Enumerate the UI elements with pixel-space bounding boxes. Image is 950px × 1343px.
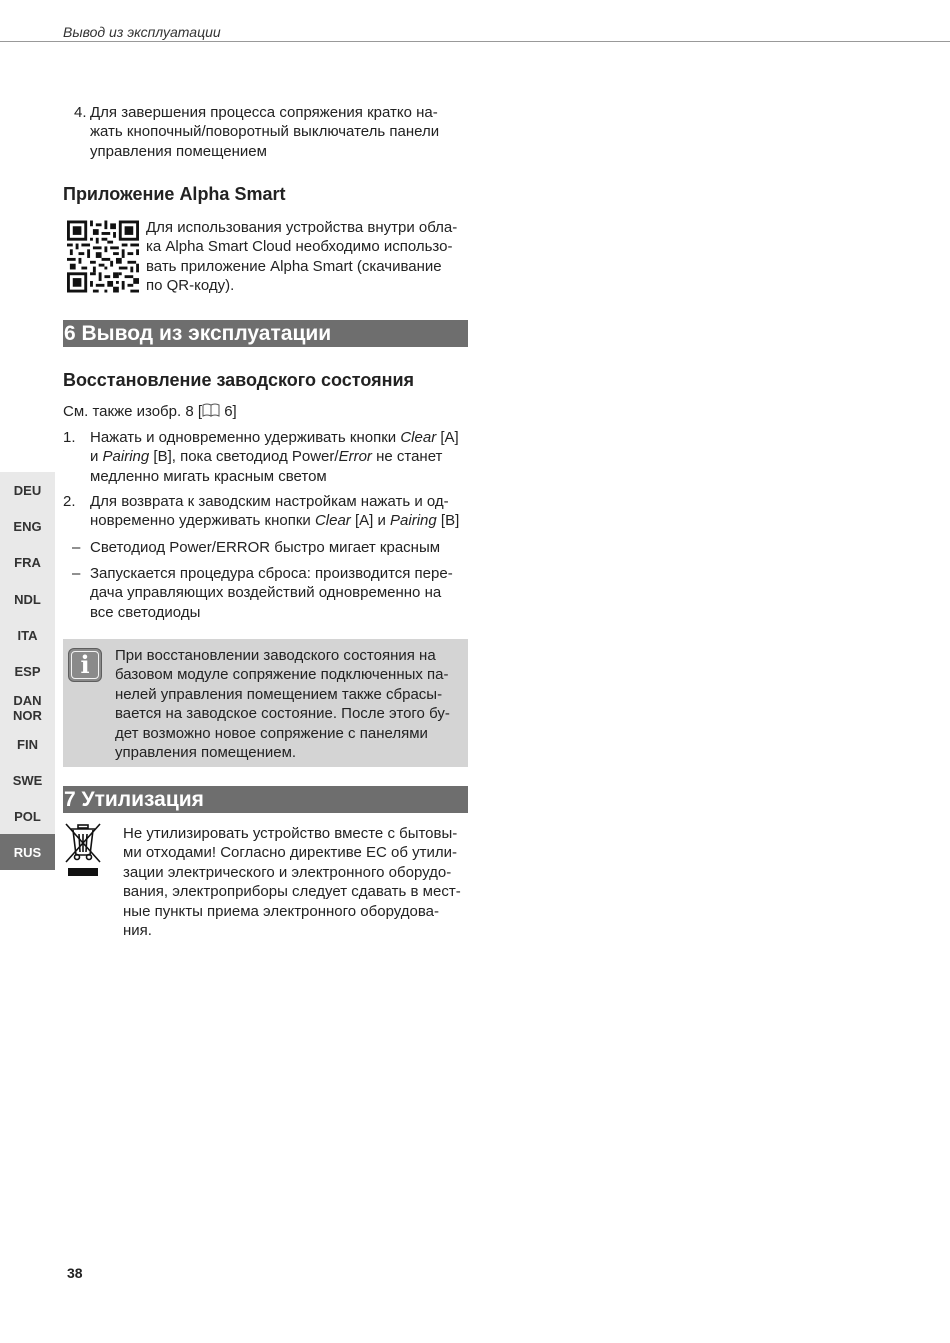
button-name-pairing: Pairing <box>102 448 150 466</box>
language-tab-deu[interactable]: DEU <box>13 483 42 498</box>
book-icon <box>202 403 220 417</box>
reset-step-2-line-1: Для возврата к заводским настройкам нажать и од- <box>90 493 449 510</box>
result-line: дача управляющих воздействий одновременно на <box>90 584 442 602</box>
text-run: Нажать и одновременно удерживать кнопки <box>90 429 401 446</box>
reset-step-2-line-2 <box>90 511 459 530</box>
language-tab-eng[interactable]: ENG <box>13 519 42 534</box>
text-run: [A] <box>436 429 459 446</box>
disposal-line: Не утилизировать устройство вместе с бытовы- <box>123 825 458 842</box>
factory-reset-heading: Восстановление заводского состояния <box>63 370 415 390</box>
reset-step-1-number: 1. <box>63 429 76 446</box>
section-6-title: 6 Вывод из эксплуатации <box>63 320 468 347</box>
language-tab-fin[interactable]: FIN <box>17 737 38 752</box>
disposal-line: ния. <box>123 922 152 940</box>
header-divider <box>0 41 950 42</box>
language-tab-esp[interactable]: ESP <box>14 664 41 679</box>
reset-step-1 <box>63 428 468 488</box>
app-description <box>146 218 457 296</box>
info-icon-letter: i <box>80 650 90 679</box>
result-dash: – <box>72 539 81 556</box>
step-4-line-2: жать кнопочный/поворотный выключатель панели <box>90 123 440 141</box>
disposal-line: ми отходами! Согласно директиве ЕС об утили- <box>123 844 457 862</box>
language-tab-rus[interactable]: RUS <box>13 845 42 860</box>
disposal-text <box>123 824 461 940</box>
language-label-dan: DAN <box>13 693 42 708</box>
result-dash: – <box>72 565 81 582</box>
language-tab-fra[interactable]: FRA <box>14 555 41 570</box>
step-4 <box>63 103 468 163</box>
app-description-line: Для использования устройства внутри обла- <box>146 219 458 236</box>
reset-step-2-number: 2. <box>63 493 76 510</box>
language-tab-dan-nor[interactable] <box>0 693 55 723</box>
disposal-line: ные пункты приема электронного оборудова- <box>123 902 439 920</box>
text-run: [B], пока светодиод Power/ <box>149 448 339 466</box>
info-note-line: базовом модуле сопряжение подключенных па- <box>115 666 449 684</box>
info-note-line: нелей управления помещением также сбрасы- <box>115 685 443 703</box>
result-item <box>63 538 468 558</box>
info-note-text <box>115 646 450 762</box>
app-description-line: ка Alpha Smart Cloud необходимо использо- <box>146 238 453 256</box>
info-note <box>63 639 468 767</box>
text-run: новременно удерживать кнопки <box>90 512 315 530</box>
result-line: Запускается процедура сброса: производится пере- <box>90 565 453 582</box>
text-run: [A] и <box>350 512 391 530</box>
info-note-line: дет возможно новое сопряжение с панелями <box>115 724 428 742</box>
text-run: и <box>90 448 103 466</box>
step-4-line-3: управления помещением <box>90 142 267 160</box>
info-note-line: управления помещением. <box>115 744 297 762</box>
language-label-nor: NOR <box>13 708 42 723</box>
qr-code-icon <box>67 220 139 293</box>
see-also-prefix: См. также изобр. 8 [ <box>63 403 203 420</box>
app-description-line: вать приложение Alpha Smart (скачивание <box>146 257 442 275</box>
info-note-line: При восстановлении заводского состояния на <box>115 647 436 664</box>
app-section-heading: Приложение Alpha Smart <box>63 184 286 204</box>
step-4-number: 4. <box>74 104 87 121</box>
section-7-title: 7 Утилизация <box>63 786 468 813</box>
reset-step-1-line-2 <box>90 447 459 466</box>
disposal-line: вания, электроприборы следует сдавать в мест- <box>123 883 461 901</box>
see-also-suffix: ] <box>232 403 237 420</box>
language-tab-pol[interactable]: POL <box>14 809 41 824</box>
language-tab-ndl[interactable]: NDL <box>14 592 41 607</box>
button-name-clear: Clear <box>314 512 351 530</box>
led-name-error: Error <box>338 448 372 466</box>
page-number: 38 <box>67 1265 83 1281</box>
crossed-out-bin-icon <box>64 822 102 878</box>
app-description-line: по QR-коду). <box>146 277 235 295</box>
result-item <box>63 564 468 624</box>
result-line: все светодиоды <box>90 603 201 621</box>
text-run: [B] <box>436 512 460 530</box>
disposal-line: зации электрического и электронного оборудо- <box>123 863 452 881</box>
info-note-line: вается на заводское состояние. После этого бу- <box>115 705 450 723</box>
button-name-clear: Clear <box>400 429 437 446</box>
reset-step-1-line-1 <box>90 428 459 447</box>
text-run: не станет <box>371 448 443 466</box>
result-line: Светодиод Power/ERROR быстро мигает красным <box>90 539 441 556</box>
info-icon <box>68 648 102 682</box>
button-name-pairing: Pairing <box>390 512 437 530</box>
see-also-page: 6 <box>224 403 233 420</box>
language-tab-ita[interactable]: ITA <box>17 628 38 643</box>
see-also-reference <box>63 402 237 421</box>
language-tab-swe[interactable]: SWE <box>12 773 43 788</box>
running-header: Вывод из эксплуатации <box>63 24 221 40</box>
reset-step-1-line-3: медленно мигать красным светом <box>90 467 327 485</box>
step-4-line-1: Для завершения процесса сопряжения кратко на- <box>90 104 438 121</box>
reset-step-2 <box>63 492 468 532</box>
